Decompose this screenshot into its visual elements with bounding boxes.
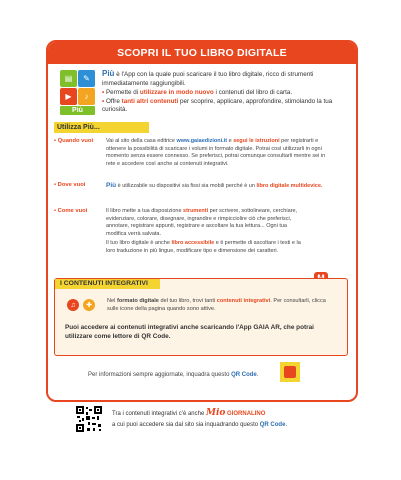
giornalino-section	[76, 406, 346, 434]
chat-icon: ✎	[78, 70, 95, 87]
row-text: Il libro mette a tua disposizione strumenti per scrivere, sottolineare, cerchiare, evidenziare, colorare, disegnare, ingrandire e rimpicciolire ciò che preferisci, annotare, registrare appunti, registrare e ascoltare la tua lettura... Ogni tua modifica verrà salvata. Il tuo libro digitale è anche libro accessibile e ti permette di ascoltare i testi e la loro traduzione in più lingue, modificare tipo e dimensione dei caratteri.	[106, 208, 301, 254]
utilizza-heading: Utilizza Più...	[54, 122, 149, 133]
logo-word: Più	[60, 106, 95, 115]
row-label: • Quando vuoi	[54, 138, 94, 144]
content-icons	[67, 299, 95, 311]
intro-line: è l'App con la quale puoi scaricare il tuo libro digitale, ricco di strumenti immediatamente raggiungibili.	[102, 71, 314, 87]
digital-book-panel	[46, 40, 358, 402]
link-content-icon: ✚	[83, 299, 95, 311]
page-title: SCOPRI IL TUO LIBRO DIGITALE	[48, 42, 356, 64]
site-link[interactable]: www.gaiaedizioni.it	[176, 138, 228, 144]
row-label: • Come vuoi	[54, 208, 88, 214]
info-line: Per informazioni sempre aggiornate, inquadra questo QR Code.	[88, 372, 259, 378]
row-text: Più è utilizzabile su dispositivi sia fissi sia mobili perché è un libro digitale multidevice.	[106, 182, 323, 189]
integrative-contents-box	[54, 278, 348, 356]
audio-icon: ♪	[78, 88, 95, 105]
brand-name: Più	[102, 69, 115, 78]
book-icon: ▤	[60, 70, 77, 87]
row-text: Vai al sito della casa editrice www.gaiaedizioni.it e segui le istruzioni per registrarti e ottenere la possibilità di scaricare i volumi in formato digitale. Potrai così utilizzarli in ogni momento senza essere connesso. Se preferisci, potrai comunque consultarli mentre sei in rete e accedere così anche ai contenuti integrativi.	[106, 138, 326, 167]
piu-logo	[60, 70, 96, 114]
bullet-1-post: i contenuti del libro di carta.	[213, 89, 293, 97]
bullet-2-pre: Offre	[105, 97, 122, 105]
intro-section	[60, 70, 350, 130]
bullet-1-bold: utilizzare in modo nuovo	[139, 89, 214, 97]
content-text: Nel formato digitale del tuo libro, trovi tanti contenuti integrativi. Per consultarli, clicca sulle icone della pagina quando sono attive.	[107, 298, 326, 312]
section-title: I CONTENUTI INTEGRATIVI	[55, 279, 160, 289]
audio-content-icon: ♫	[67, 299, 79, 311]
app-note: Puoi accedere ai contenuti integrativi anche scaricando l'App GAIA AR, che potrai utilizzare come lettore di QR Code.	[65, 324, 314, 340]
giornalino-text: Tra i contenuti integrativi c'è anche Mio GIORNALINO a cui puoi accedere sia dal sito sia inquadrando questo QR Code.	[112, 408, 288, 428]
bullet-1-pre: Permette di	[105, 89, 140, 97]
intro-text: Più è l'App con la quale puoi scaricare il tuo libro digitale, ricco di strumenti immediatamente raggiungibili. • Permette di utilizzare in modo nuovo i contenuti del libro di carta. • Offre tanti altri contenuti per scoprire, applicare, approfondire, stimolando la tua curiosità.	[102, 69, 333, 114]
row-label: • Dove vuoi	[54, 182, 86, 188]
bullet-2-post: per scoprire, applicare, approfondire, stimolando la tua curiosità.	[102, 97, 333, 114]
mio-giornalino-logo: Mio	[205, 408, 226, 418]
bullet-2-bold: tanti altri contenuti	[121, 97, 179, 105]
info-qr-code[interactable]	[280, 362, 300, 382]
play-icon: ▶	[60, 88, 77, 105]
giornalino-qr-code[interactable]	[76, 406, 102, 432]
